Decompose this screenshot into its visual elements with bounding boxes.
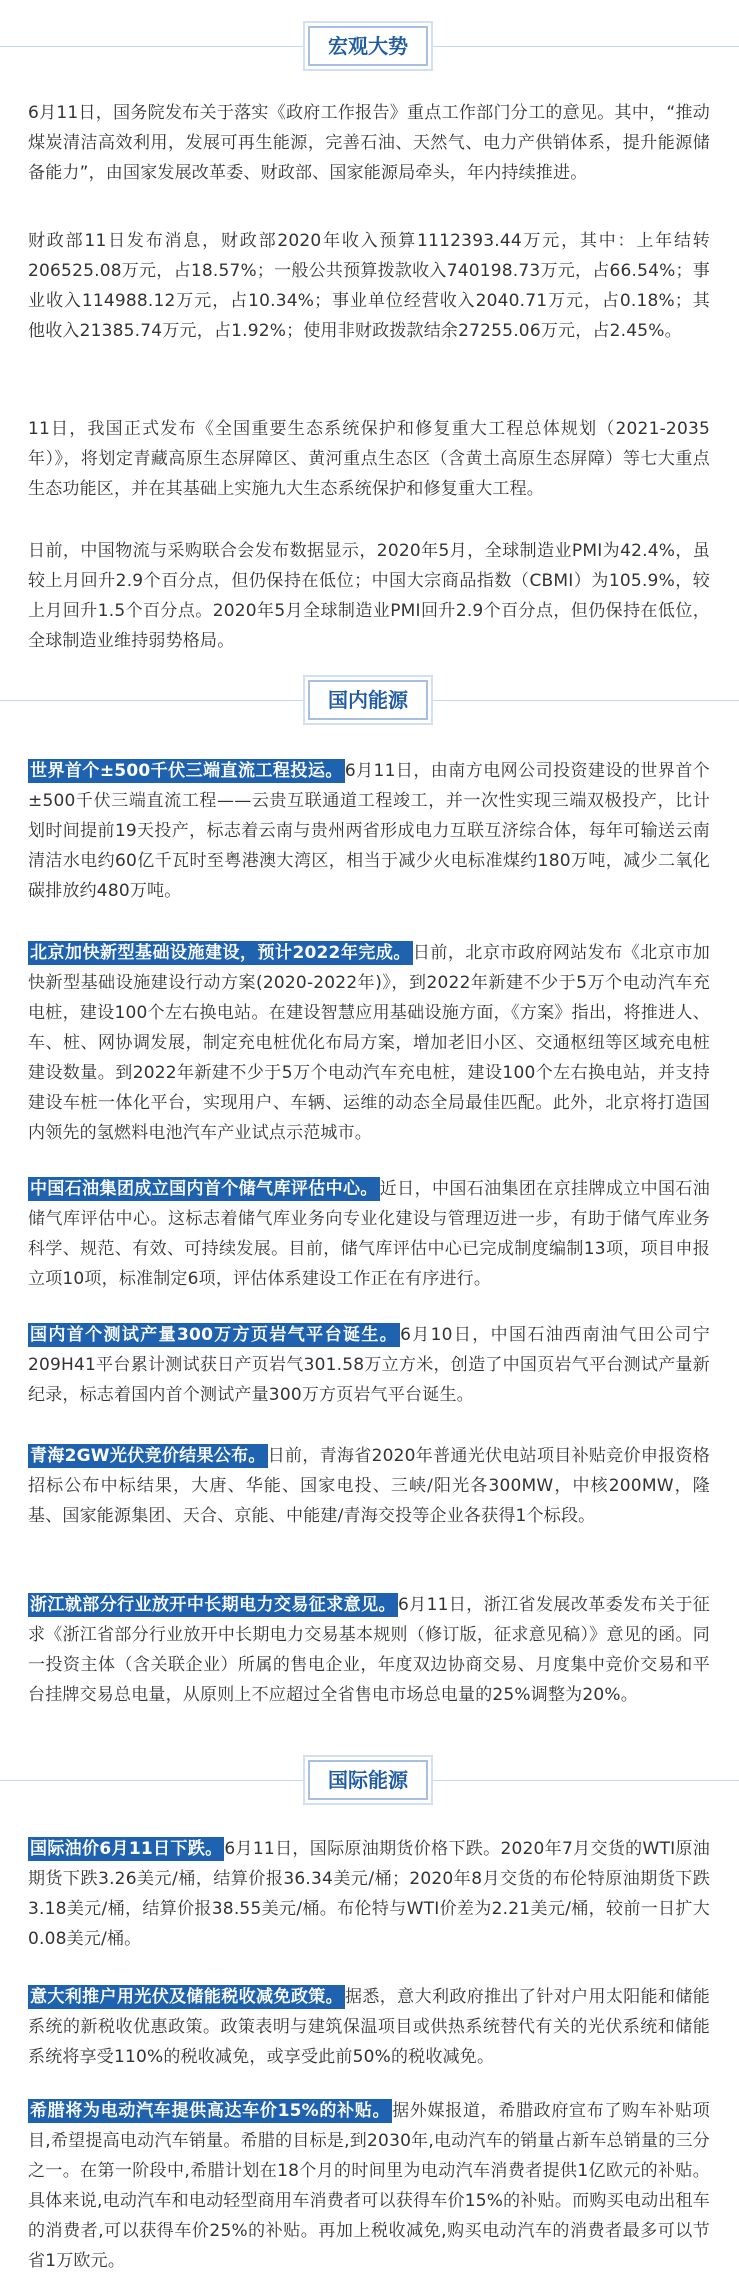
news-body: 6月11日，由南方电网公司投资建设的世界首个±500千伏三端直流工程——云贵互联通道工程竣工，并一次性实现三端双极投产，比计划时间提前19天投产，标志着云南与贵州两省形成电力互联互济综合体，每年可输送云南清洁水电约60亿千瓦时至粤港澳大湾区，相当于减少火电标准煤约180万吨，减少二氧化碳排放约480万吨。 — [28, 761, 710, 901]
news-headline: 浙江就部分行业放开中长期电力交易征求意见。 — [30, 1595, 396, 1615]
news-headline: 青海2GW光伏竞价结果公布。 — [30, 1446, 266, 1466]
news-body: 据悉，意大利政府推出了针对户用太阳能和储能系统的新税收优惠政策。政策表明与建筑保温项目或供热系统替代有关的光伏系统和储能系统将享受110%的税收减免，或享受此前50%的税收减免。 — [28, 1987, 710, 2067]
news-headline: 意大利推户用光伏及储能税收减免政策。 — [30, 1987, 344, 2007]
news-body: 6月10日，中国石油西南油气田公司宁209H41平台累计测试获日产页岩气301.58万立方米，创造了中国页岩气平台测试产量新纪录，标志着国内首个测试产量300万方页岩气平台诞生。 — [28, 1325, 710, 1405]
domestic-news-item — [28, 1590, 710, 1710]
international-news-item — [28, 1834, 710, 1954]
news-body: 日前，北京市政府网站发布《北京市加快新型基础设施建设行动方案(2020-2022年)》，到2022年新建不少于5万个电动汽车充电桩，建设100个左右换电站。在建设智慧应用基础设施方面，《方案》指出，将推进人、车、桩、网协调发展，制定充电桩优化布局方案，增加老旧小区、交通枢纽等区域充电桩建设数量。到2022年新建不少于5万个电动汽车充电桩，建设100个左右换电站，并支持建设车桩一体化平台，实现用户、车辆、运维的动态全局最佳匹配。此外，北京将打造国内领先的氢燃料电池汽车产业试点示范城市。 — [28, 943, 710, 1143]
section-header-international — [0, 1750, 739, 1812]
macro-paragraph-1: 6月11日，国务院发布关于落实《政府工作报告》重点工作部门分工的意见。其中，“推动煤炭清洁高效利用，发展可再生能源，完善石油、天然气、电力产供销体系，提升能源储备能力”，由国家发展改革委、财政部、国家能源局牵头，年内持续推进。 — [28, 103, 710, 183]
section-title-macro: 宏观大势 — [308, 26, 428, 66]
news-headline: 希腊将为电动汽车提供高达车价15%的补贴。 — [30, 2101, 391, 2121]
domestic-news-item — [28, 1174, 710, 1294]
domestic-news-item — [28, 1441, 710, 1531]
news-body: 据外媒报道，希腊政府宣布了购车补贴项目,希望提高电动汽车销量。希腊的目标是,到2030年,电动汽车的销量占新车总销量的三分之一。在第一阶段中,希腊计划在18个月的时间里为电动汽车消费者提供1亿欧元的补贴。具体来说,电动汽车和电动轻型商用车消费者可以获得车价15%的补贴。而购买电动出租车的消费者,可以获得车价25%的补贴。再加上税收减免,购买电动汽车的消费者最多可以节省1万欧元。 — [28, 2101, 711, 2271]
domestic-news-item — [28, 756, 710, 906]
macro-paragraph-2: 财政部11日发布消息，财政部2020年收入预算1112393.44万元，其中：上年结转206525.08万元，占18.57%；一般公共预算拨款收入740198.73万元，占66.54%；事业收入114988.12万元，占10.34%；事业单位经营收入2040.71万元，占0.18%；其他收入21385.74万元，占1.92%；使用非财政拨款结余27255.06万元，占2.45%。 — [28, 231, 710, 341]
section-header-macro — [0, 16, 739, 78]
news-body: 近日，中国石油集团在京挂牌成立中国石油储气库评估中心。这标志着储气库业务向专业化建设与管理迈进一步，有助于储气库业务科学、规范、有效、可持续发展。目前，储气库评估中心已完成制度编制13项，项目申报立项10项，标准制定6项，评估体系建设工作正在有序进行。 — [28, 1179, 711, 1289]
news-headline: 世界首个±500千伏三端直流工程投运。 — [30, 761, 343, 781]
macro-paragraph-3: 11日，我国正式发布《全国重要生态系统保护和修复重大工程总体规划（2021-2035年）》，将划定青藏高原生态屏障区、黄河重点生态区（含黄土高原生态屏障）等七大重点生态功能区，并在其基础上实施九大生态系统保护和修复重大工程。 — [28, 419, 710, 499]
news-headline: 北京加快新型基础设施建设，预计2022年完成。 — [30, 943, 411, 963]
international-news-item — [28, 2096, 710, 2276]
section-title-international: 国际能源 — [308, 1760, 428, 1800]
macro-paragraph-4: 日前，中国物流与采购联合会发布数据显示，2020年5月，全球制造业PMI为42.4%，虽较上月回升2.9个百分点，但仍保持在低位；中国大宗商品指数（CBMI）为105.9%，较上月回升1.5个百分点。2020年5月全球制造业PMI回升2.9个百分点，但仍保持在低位，全球制造业维持弱势格局。 — [28, 541, 710, 651]
news-headline: 国际油价6月11日下跌。 — [30, 1839, 223, 1859]
domestic-news-item — [28, 938, 710, 1148]
news-headline: 国内首个测试产量300万方页岩气平台诞生。 — [30, 1325, 399, 1345]
section-header-domestic — [0, 670, 739, 732]
section-title-domestic: 国内能源 — [308, 680, 428, 720]
news-body: 6月11日，国际原油期货价格下跌。2020年7月交货的WTI原油期货下跌3.26美元/桶，结算价报36.34美元/桶；2020年8月交货的布伦特原油期货下跌3.18美元/桶，结算价报38.55美元/桶。布伦特与WTI价差为2.21美元/桶，较前一日扩大0.08美元/桶。 — [28, 1839, 710, 1949]
domestic-news-item — [28, 1320, 710, 1410]
news-headline: 中国石油集团成立国内首个储气库评估中心。 — [30, 1179, 378, 1199]
news-body: 6月11日，浙江省发展改革委发布关于征求《浙江省部分行业放开中长期电力交易基本规则（修订版，征求意见稿）》意见的函。同一投资主体（含关联企业）所属的售电企业，年度双边协商交易、月度集中竞价交易和平台挂牌交易总电量，从原则上不应超过全省售电市场总电量的25%调整为20%。 — [28, 1595, 711, 1705]
international-news-item — [28, 1982, 710, 2072]
news-body: 日前，青海省2020年普通光伏电站项目补贴竞价申报资格招标公布中标结果，大唐、华能、国家电投、三峡/阳光各300MW，中核200MW，隆基、国家能源集团、天合、京能、中能建/青海交投等企业各获得1个标段。 — [28, 1446, 710, 1526]
